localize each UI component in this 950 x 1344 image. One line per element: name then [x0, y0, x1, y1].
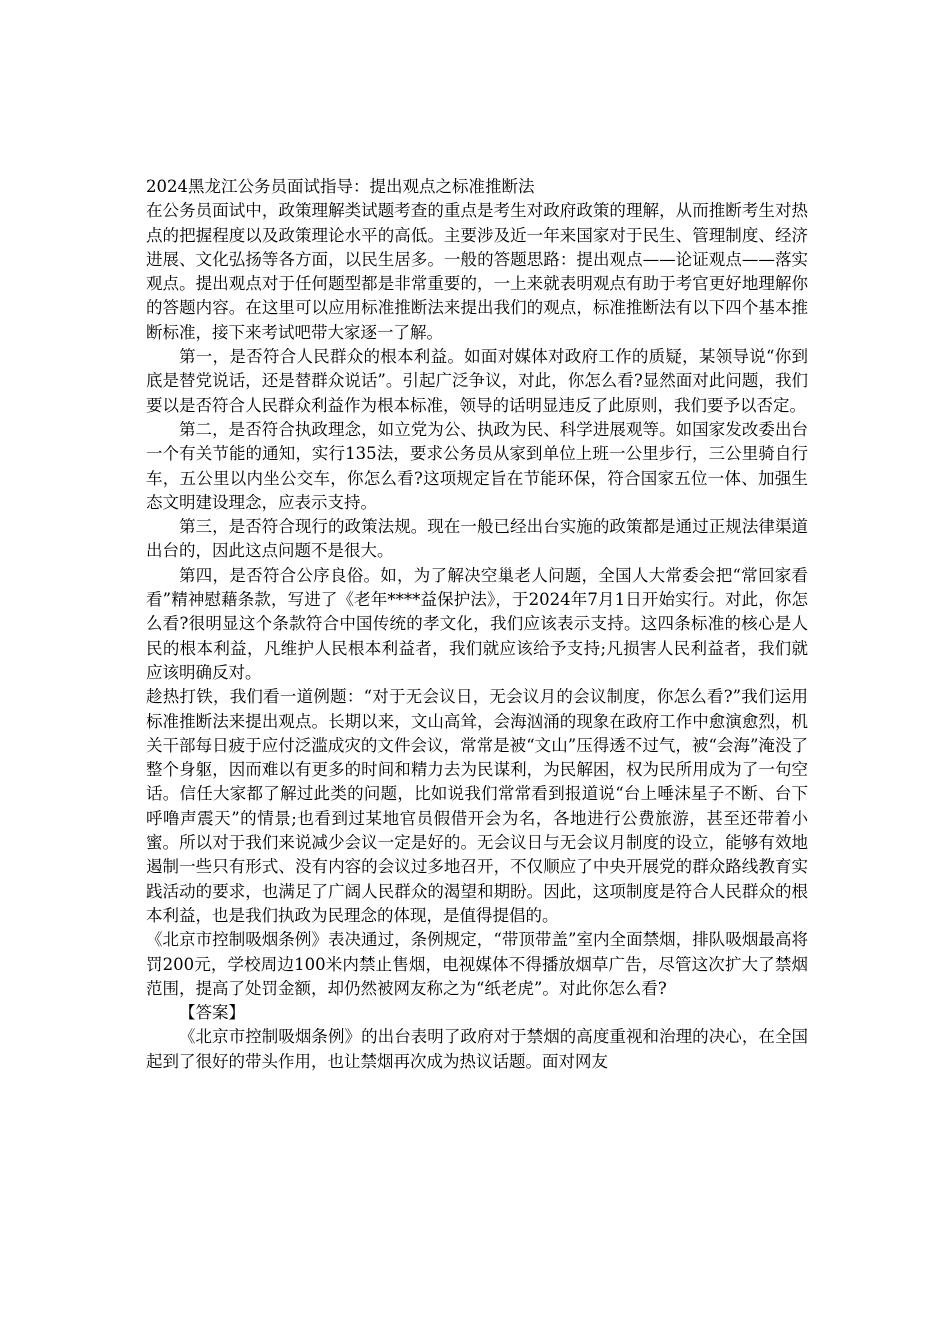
- paragraph-question: 《北京市控制吸烟条例》表决通过，条例规定，“带顶带盖”室内全面禁烟，排队吸烟最高将罚200元，学校周边100米内禁止售烟，电视媒体不得播放烟草广告，尽管这次扩大了禁烟范围，提高了处罚金额，却仍然被网友称之为“纸老虎”。对此你怎么看?: [146, 930, 808, 998]
- paragraph-standard-three: 第三，是否符合现行的政策法规。现在一般已经出台实施的政策都是通过正规法律渠道出台的，因此这点问题不是很大。: [146, 517, 808, 561]
- paragraph-example: 趁热打铁，我们看一道例题：“对于无会议日，无会议月的会议制度，你怎么看?”我们运用标准推断法来提出观点。长期以来，文山高耸，会海汹涌的现象在政府工作中愈演愈烈，机关干部每日疲于应付泛滥成灾的文件会议，常常是被“文山”压得透不过气，被“会海”淹没了整个身躯，因而难以有更多的时间和精力去为民谋利，为民解困，权为民所用成为了一句空话。信任大家都了解过此类的问题，比如说我们常常看到报道说“台上唾沫星子不断、台下呼噜声震天”的情景;也看到过某地官员假借开会为名，各地进行公费旅游，甚至还带着小蜜。所以对于我们来说减少会议一定是好的。无会议日与无会议月制度的设立，能够有效地遏制一些只有形式、没有内容的会议过多地召开，不仅顺应了中央开展党的群众路线教育实践活动的要求，也满足了广阔人民群众的渴望和期盼。因此，这项制度是符合人民群众的根本利益，也是我们执政为民理念的体现，是值得提倡的。: [146, 687, 808, 925]
- document-title: 2024黑龙江公务员面试指导：提出观点之标准推断法: [146, 177, 535, 196]
- paragraph-answer: 《北京市控制吸烟条例》的出台表明了政府对于禁烟的高度重视和治理的决心，在全国起到了很好的带头作用，也让禁烟再次成为热议话题。面对网友: [146, 1027, 808, 1071]
- answer-heading: 【答案】: [179, 1003, 245, 1023]
- document-page: [146, 175, 808, 1074]
- paragraph-standard-two: 第二，是否符合执政理念，如立党为公、执政为民、科学进展观等。如国家发改委出台一个有关节能的通知，实行135法，要求公务员从家到单位上班一公里步行，三公里骑自行车，五公里以内坐公交车，你怎么看?这项规定旨在节能环保，符合国家五位一体、加强生态文明建设理念，应表示支持。: [146, 419, 808, 512]
- paragraph-standard-one: 第一，是否符合人民群众的根本利益。如面对媒体对政府工作的质疑，某领导说“你到底是替党说话，还是替群众说话”。引起广泛争议，对此，你怎么看?显然面对此问题，我们要以是否符合人民群众利益作为根本标准，领导的话明显违反了此原则，我们要予以否定。: [146, 347, 808, 415]
- paragraph-standard-four: 第四，是否符合公序良俗。如，为了解决空巢老人问题，全国人大常委会把“常回家看看”精神慰藉条款，写进了《老年****益保护法》，于2024年7月1日开始实行。对此，你怎么看?很明显这个条款符合中国传统的孝文化，我们应该表示支持。这四条标准的核心是人民的根本利益，凡维护人民根本利益者，我们就应该给予支持;凡损害人民利益者，我们就应该明确反对。: [146, 565, 808, 682]
- paragraph-intro: 在公务员面试中，政策理解类试题考查的重点是考生对政府政策的理解，从而推断考生对热点的把握程度以及政策理论水平的高低。主要涉及近一年来国家对于民生、管理制度、经济进展、文化弘扬等各方面，以民生居多。一般的答题思路：提出观点——论证观点——落实观点。提出观点对于任何题型都是非常重要的，一上来就表明观点有助于考官更好地理解你的答题内容。在这里可以应用标准推断法来提出我们的观点，标准推断法有以下四个基本推断标准，接下来考试吧带大家逐一了解。: [146, 201, 808, 342]
